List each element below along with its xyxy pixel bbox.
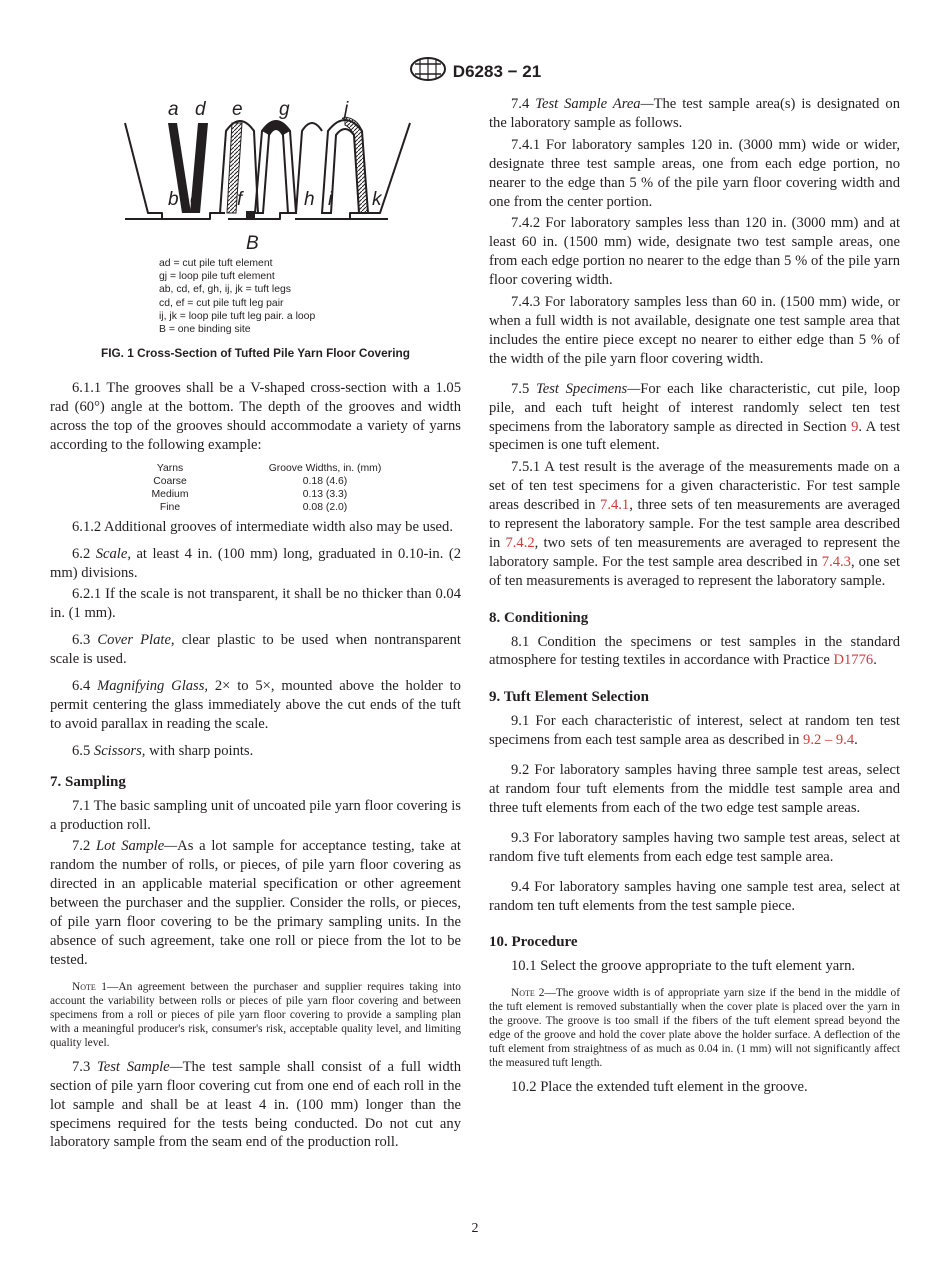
para-10-2: 10.2 Place the extended tuft element in the groove. bbox=[511, 1079, 808, 1096]
legend-line: ij, jk = loop pile tuft leg pair. a loop bbox=[159, 310, 316, 322]
para-7-3: 7.3 Test Sample—The test sample shall consist of a full width section of pile yarn floor covering cut from one end of each roll in the lot sample and shall be at least 4 in. (100 mm) longer than the specimens required for the tests being conducted. Do not cut any laboratory sample from the seam end of the production roll. bbox=[50, 1058, 461, 1151]
para-9-1: 9.1 For each characteristic of interest, select at random ten test specimens from each test sample area as described in 9.2 – 9.4. bbox=[489, 713, 900, 749]
para-6-4: 6.4 Magnifying Glass, 2× to 5×, mounted above the holder to permit centering the glass immediately above the cut ends of the tuft to avoid parallax in reading the scale. bbox=[50, 678, 461, 732]
section-heading-8: 8. Conditioning bbox=[489, 609, 589, 626]
para-9-2: 9.2 For laboratory samples having three sample test areas, select at random four tuft elements from the middle test sample area and three tuft elements from each of the two edge test sample areas. bbox=[489, 762, 900, 816]
link-d1776[interactable]: D1776 bbox=[833, 652, 874, 669]
document-designation: D6283 − 21 bbox=[452, 61, 542, 81]
para-7-5-1: 7.5.1 A test result is the average of the measurements made on a set of ten test specimens for a given characteristic. For test sample areas described in 7.4.1, three sets of ten measurements are averaged to represent the laboratory sample. For the test sample area described in 7.4.2, two sets of ten measurements are averaged to represent the laboratory sample. For the test sample area described in 7.4.3, one set of ten measurements is averaged to represent the laboratory sample. bbox=[489, 459, 901, 589]
astm-logo-icon bbox=[409, 56, 447, 87]
label-d: d bbox=[195, 99, 206, 120]
link-7-4-3[interactable]: 7.4.3 bbox=[821, 553, 851, 570]
para-7-2: 7.2 Lot Sample—As a lot sample for acceptance testing, take at random the number of rolls, or pieces, of pile yarn floor covering as directed in an applicable material specification or other agreement between the purchaser and the supplier. Consider the rolls, or pieces, of pile yarn floor covering to be the primary sampling units. In the absence of such agreement, take one roll or piece from the lot to be tested. bbox=[50, 838, 461, 968]
table-row: Coarse 0.18 (4.6) bbox=[153, 475, 348, 487]
para-7-1: 7.1 The basic sampling unit of uncoated pile yarn floor covering is a production roll. bbox=[50, 797, 461, 833]
para-6-1-1: 6.1.1 The grooves shall be a V-shaped cross-section with a 1.05 rad (60°) angle at the bottom. The depth of the grooves and width across the top of the grooves should accommodate a variety of yarns according to the following example: bbox=[50, 380, 461, 453]
para-6-3: 6.3 Cover Plate, clear plastic to be used when nontransparent scale is used. bbox=[50, 632, 461, 668]
tufted-cross-section-diagram bbox=[50, 95, 461, 253]
label-e: e bbox=[232, 99, 243, 120]
page-header bbox=[0, 56, 950, 87]
label-k: k bbox=[372, 189, 382, 210]
para-9-3: 9.3 For laboratory samples having two sample test areas, select at random five tuft elements from each edge test sample area. bbox=[489, 829, 900, 865]
link-section-9[interactable]: 9 bbox=[851, 418, 859, 435]
para-6-2: 6.2 Scale, at least 4 in. (100 mm) long, graduated in 0.10-in. (2 mm) divisions. bbox=[50, 545, 461, 581]
table-row: Fine 0.08 (2.0) bbox=[159, 501, 348, 513]
para-6-2-1: 6.2.1 If the scale is not transparent, it shall be no thicker than 0.04 in. (1 mm). bbox=[50, 586, 461, 622]
page-number: 2 bbox=[471, 1221, 479, 1236]
label-f: f bbox=[237, 189, 243, 210]
section-heading-9: 9. Tuft Element Selection bbox=[489, 689, 649, 706]
groove-width-table bbox=[110, 462, 420, 514]
para-7-4-2: 7.4.2 For laboratory samples less than 120 in. (3000 mm) and at least 60 in. (1500 mm) wide, designate two test sample areas, one from each edge portion no nearer to the edge than 5 % of the pile yarn floor covering width. bbox=[489, 215, 900, 289]
table-header: Yarns bbox=[156, 462, 184, 474]
label-a: a bbox=[168, 99, 179, 120]
para-10-1: 10.1 Select the groove appropriate to the tuft element yarn. bbox=[511, 958, 856, 975]
label-b: b bbox=[168, 189, 179, 210]
right-column bbox=[489, 95, 900, 1097]
section-heading-7: 7. Sampling bbox=[50, 773, 126, 790]
figure-legend bbox=[159, 257, 461, 336]
link-7-4-1[interactable]: 7.4.1 bbox=[600, 497, 630, 514]
label-B: B bbox=[246, 233, 259, 253]
note-2: Note 2—The groove width is of appropriate yarn size if the bend in the middle of the tuft element is removed substantially when the cover plate is placed over the yarn in the groove. The groove is too small if the fibers of the tuft element spread beyond the edge of the groove and hold the cover plate above the holder surface. A deflection of the tuft element from straightness of as much as 0.04 in. (1 mm) will not significantly affect the measured tuft length. bbox=[489, 987, 901, 1070]
note-1: Note 1—An agreement between the purchaser and supplier requires taking into account the variability between rolls or pieces of pile yarn floor covering and between specimens from a roll or pieces of pile yarn floor covering to provide a sampling plan with a meaningful producer's risk, consumer's risk, acceptable quality level, and limiting quality level. bbox=[50, 980, 461, 1049]
para-6-5: 6.5 Scissors, with sharp points. bbox=[72, 742, 254, 759]
figure-caption: FIG. 1 Cross-Section of Tufted Pile Yarn Floor Covering bbox=[101, 346, 410, 361]
label-g: g bbox=[279, 99, 290, 120]
label-j: j bbox=[344, 99, 349, 120]
legend-line: B = one binding site bbox=[159, 324, 251, 336]
legend-line: ad = cut pile tuft element bbox=[159, 258, 273, 269]
label-h: h bbox=[304, 189, 315, 210]
label-c: c bbox=[190, 189, 200, 210]
table-row: Medium 0.13 (3.3) bbox=[151, 488, 348, 500]
section-heading-10: 10. Procedure bbox=[489, 934, 578, 951]
label-i: i bbox=[328, 189, 333, 210]
para-6-1-2: 6.1.2 Additional grooves of intermediate width also may be used. bbox=[72, 518, 453, 535]
para-7-5: 7.5 Test Specimens—For each like characteristic, cut pile, loop pile, and each tuft height of interest randomly select ten test specimens from the laboratory sample as directed in Section 9. A test specimen is one tuft element. bbox=[489, 380, 900, 454]
legend-line: gj = loop pile tuft element bbox=[159, 271, 275, 283]
legend-line: cd, ef = cut pile tuft leg pair bbox=[159, 297, 284, 309]
loop-tuft-g bbox=[255, 121, 296, 213]
link-9-2-9-4[interactable]: 9.2 – 9.4 bbox=[803, 732, 855, 749]
figure-1 bbox=[50, 95, 461, 363]
para-8-1: 8.1 Condition the specimens or test samples in the standard atmosphere for testing textiles in accordance with Practice D1776. bbox=[489, 633, 900, 669]
para-9-4: 9.4 For laboratory samples having one sample test area, select at random ten tuft elements from the test sample piece. bbox=[489, 878, 900, 914]
table-header: Groove Widths, in. (mm) bbox=[268, 462, 382, 474]
left-column bbox=[50, 95, 461, 1152]
para-7-4-1: 7.4.1 For laboratory samples 120 in. (3000 mm) wide or wider, designate three test sample areas, one from each edge portion, no nearer to the edge than 5 % of the pile yarn floor covering width and one from the center portion. bbox=[489, 136, 900, 210]
legend-line: ab, cd, ef, gh, ij, jk = tuft legs bbox=[159, 284, 291, 296]
para-7-4-3: 7.4.3 For laboratory samples less than 60 in. (1500 mm) wide, or when a full width is not available, designate one test sample area that includes the entire piece except no nearer to either edge than 5 % of the width of the pile yarn floor covering width. bbox=[489, 294, 900, 367]
para-7-4: 7.4 Test Sample Area—The test sample area(s) is designated on the laboratory sample as follows. bbox=[489, 96, 900, 131]
link-7-4-2[interactable]: 7.4.2 bbox=[505, 534, 535, 551]
